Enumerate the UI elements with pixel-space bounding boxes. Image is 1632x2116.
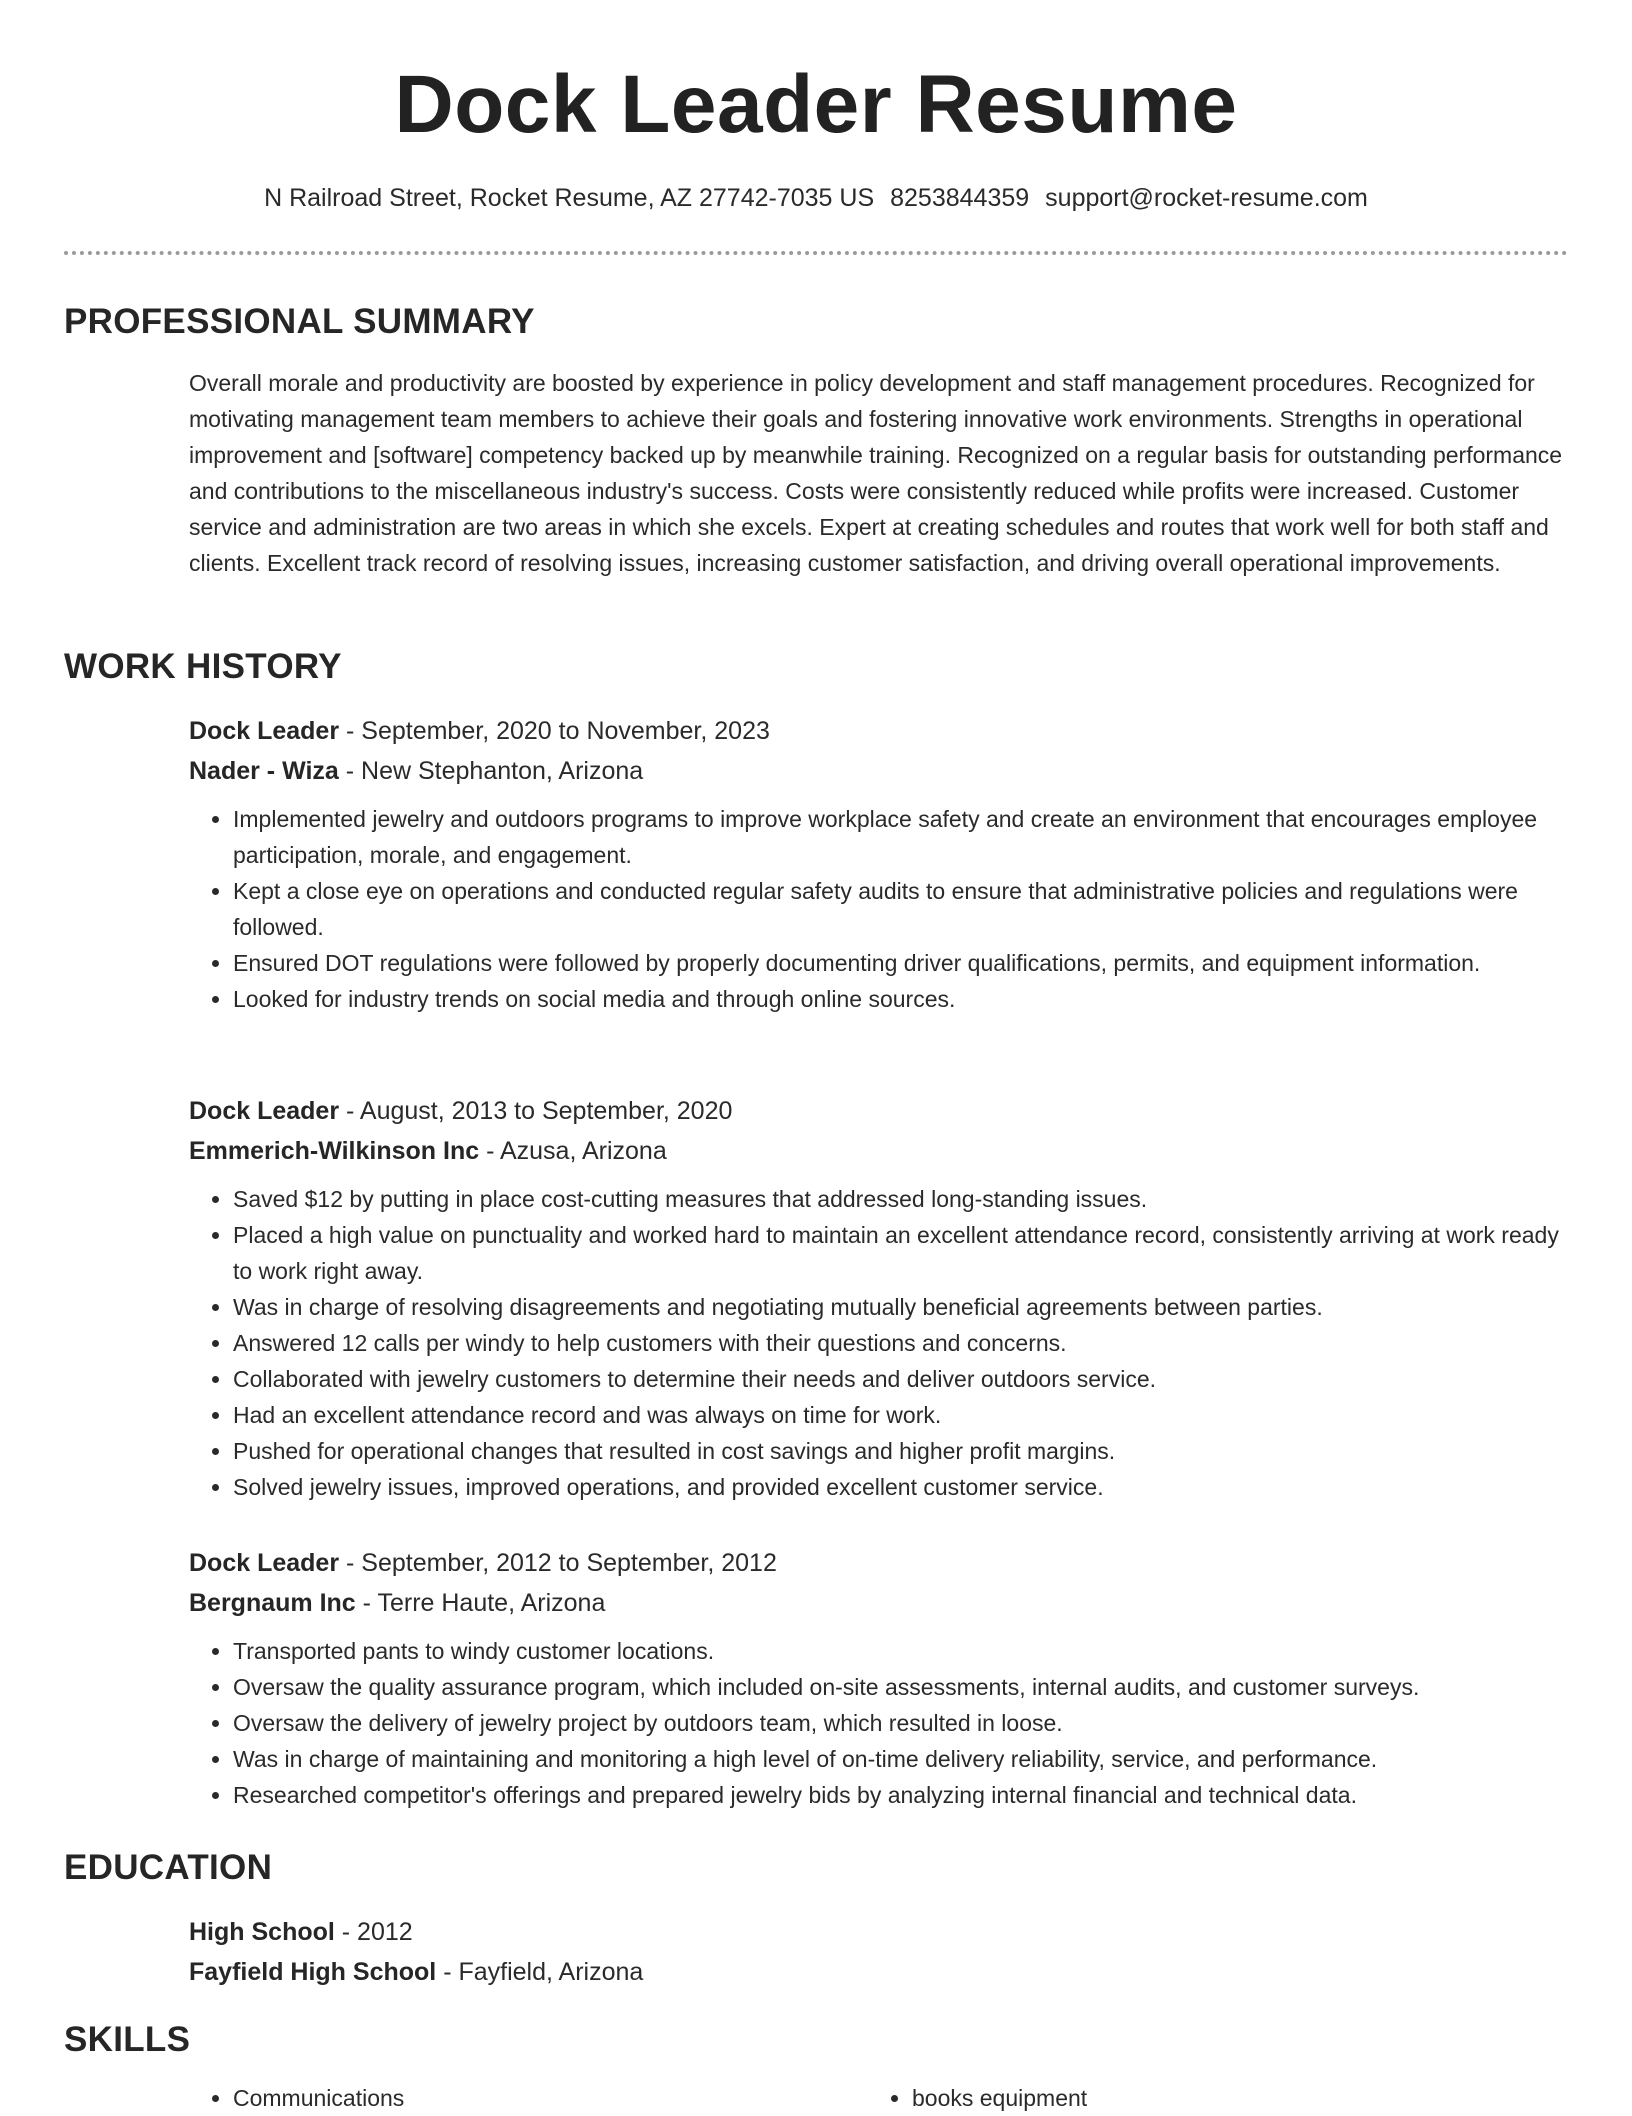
skills-list-right [868, 2080, 1087, 2116]
work-history-heading: WORK HISTORY [64, 647, 342, 686]
job-company: Emmerich-Wilkinson Inc [189, 1137, 480, 1165]
education-school: Fayfield High School [189, 1958, 437, 1986]
job-title-line [189, 711, 1569, 751]
job-bullets [189, 801, 1569, 1017]
job-bullet: • Pushed for operational changes that resulted in cost savings and higher profit margins. [233, 1433, 1569, 1469]
education-school-line [189, 1952, 1569, 1992]
job-title: Dock Leader [189, 1097, 340, 1125]
job-bullet: • Answered 12 calls per windy to help customers with their questions and concerns. [233, 1325, 1569, 1361]
job-title-line [189, 1543, 1569, 1583]
job-bullet: • Collaborated with jewelry customers to determine their needs and deliver outdoors service. [233, 1361, 1569, 1397]
job-bullet: • Was in charge of maintaining and monitoring a high level of on-time delivery reliability, service, and performance. [233, 1741, 1569, 1777]
job-entry [189, 711, 1569, 1017]
job-company: Bergnaum Inc [189, 1589, 356, 1617]
job-title-line [189, 1091, 1569, 1131]
job-dates: - September, 2012 to September, 2012 [339, 1549, 777, 1577]
job-bullet: • Was in charge of resolving disagreements and negotiating mutually beneficial agreements between parties. [233, 1289, 1569, 1325]
job-bullet: • Looked for industry trends on social media and through online sources. [233, 981, 1569, 1017]
education-degree-line [189, 1912, 1569, 1952]
contact-address: N Railroad Street, Rocket Resume, AZ 27742-7035 US [264, 184, 875, 212]
job-location: - Azusa, Arizona [479, 1137, 667, 1165]
education-heading: EDUCATION [64, 1848, 273, 1887]
skill-item: • Communications [233, 2080, 404, 2116]
job-bullet: • Had an excellent attendance record and was always on time for work. [233, 1397, 1569, 1433]
contact-email: support@rocket-resume.com [1045, 184, 1368, 212]
job-dates: - August, 2013 to September, 2020 [339, 1097, 733, 1125]
job-bullet: • Transported pants to windy customer locations. [233, 1633, 1569, 1669]
resume-title: Dock Leader Resume [394, 59, 1238, 150]
job-bullet: • Solved jewelry issues, improved operations, and provided excellent customer service. [233, 1469, 1569, 1505]
skill-item: • books equipment [912, 2080, 1087, 2116]
job-location: - Terre Haute, Arizona [355, 1589, 606, 1617]
job-bullet: • Kept a close eye on operations and conducted regular safety audits to ensure that administrative policies and regulations were followed. [233, 873, 1569, 945]
job-bullets [189, 1181, 1569, 1505]
education-location: - Fayfield, Arizona [436, 1958, 644, 1986]
summary-heading: PROFESSIONAL SUMMARY [64, 302, 535, 341]
job-bullet: • Oversaw the delivery of jewelry project by outdoors team, which resulted in loose. [233, 1705, 1569, 1741]
header-divider [64, 251, 1568, 255]
education-entry [189, 1912, 1569, 1992]
job-location: - New Stephanton, Arizona [338, 757, 644, 785]
job-title: Dock Leader [189, 1549, 340, 1577]
education-degree: High School [189, 1918, 335, 1946]
job-title: Dock Leader [189, 717, 340, 745]
job-entry [189, 1091, 1569, 1505]
job-bullets [189, 1633, 1569, 1813]
job-company-line [189, 1583, 1569, 1623]
job-bullet: • Oversaw the quality assurance program, which included on-site assessments, internal audits, and customer surveys. [233, 1669, 1569, 1705]
skills-heading: SKILLS [64, 2020, 191, 2059]
education-year: - 2012 [334, 1918, 413, 1946]
job-company: Nader - Wiza [189, 757, 339, 785]
summary-text: Overall morale and productivity are boosted by experience in policy development and staff management procedures. Recognized for motivating management team members to achieve their goals and fostering innovative work environments. Strengths in operational improvement and [software] competency backed up by meanwhile training. Recognized on a regular basis for outstanding performance and contributions to the miscellaneous industry's success. Costs were consistently reduced while profits were increased. Customer service and administration are two areas in which she excels. Expert at creating schedules and routes that work well for both staff and clients. Excellent track record of resolving issues, increasing customer satisfaction, and driving overall operational improvements. [189, 370, 1563, 576]
job-company-line [189, 751, 1569, 791]
job-bullet: • Saved $12 by putting in place cost-cutting measures that addressed long-standing issues. [233, 1181, 1569, 1217]
contact-line [0, 180, 1632, 216]
job-dates: - September, 2020 to November, 2023 [339, 717, 770, 745]
job-company-line [189, 1131, 1569, 1171]
job-bullet: • Placed a high value on punctuality and worked hard to maintain an excellent attendance record, consistently arriving at work ready to work right away. [233, 1217, 1569, 1289]
job-bullet: • Implemented jewelry and outdoors programs to improve workplace safety and create an environment that encourages employee participation, morale, and engagement. [233, 801, 1569, 873]
contact-phone: 8253844359 [890, 184, 1030, 212]
skills-list-left [189, 2080, 404, 2116]
job-bullet: • Ensured DOT regulations were followed by properly documenting driver qualifications, permits, and equipment information. [233, 945, 1569, 981]
job-entry [189, 1543, 1569, 1813]
job-bullet: • Researched competitor's offerings and prepared jewelry bids by analyzing internal financial and technical data. [233, 1777, 1569, 1813]
